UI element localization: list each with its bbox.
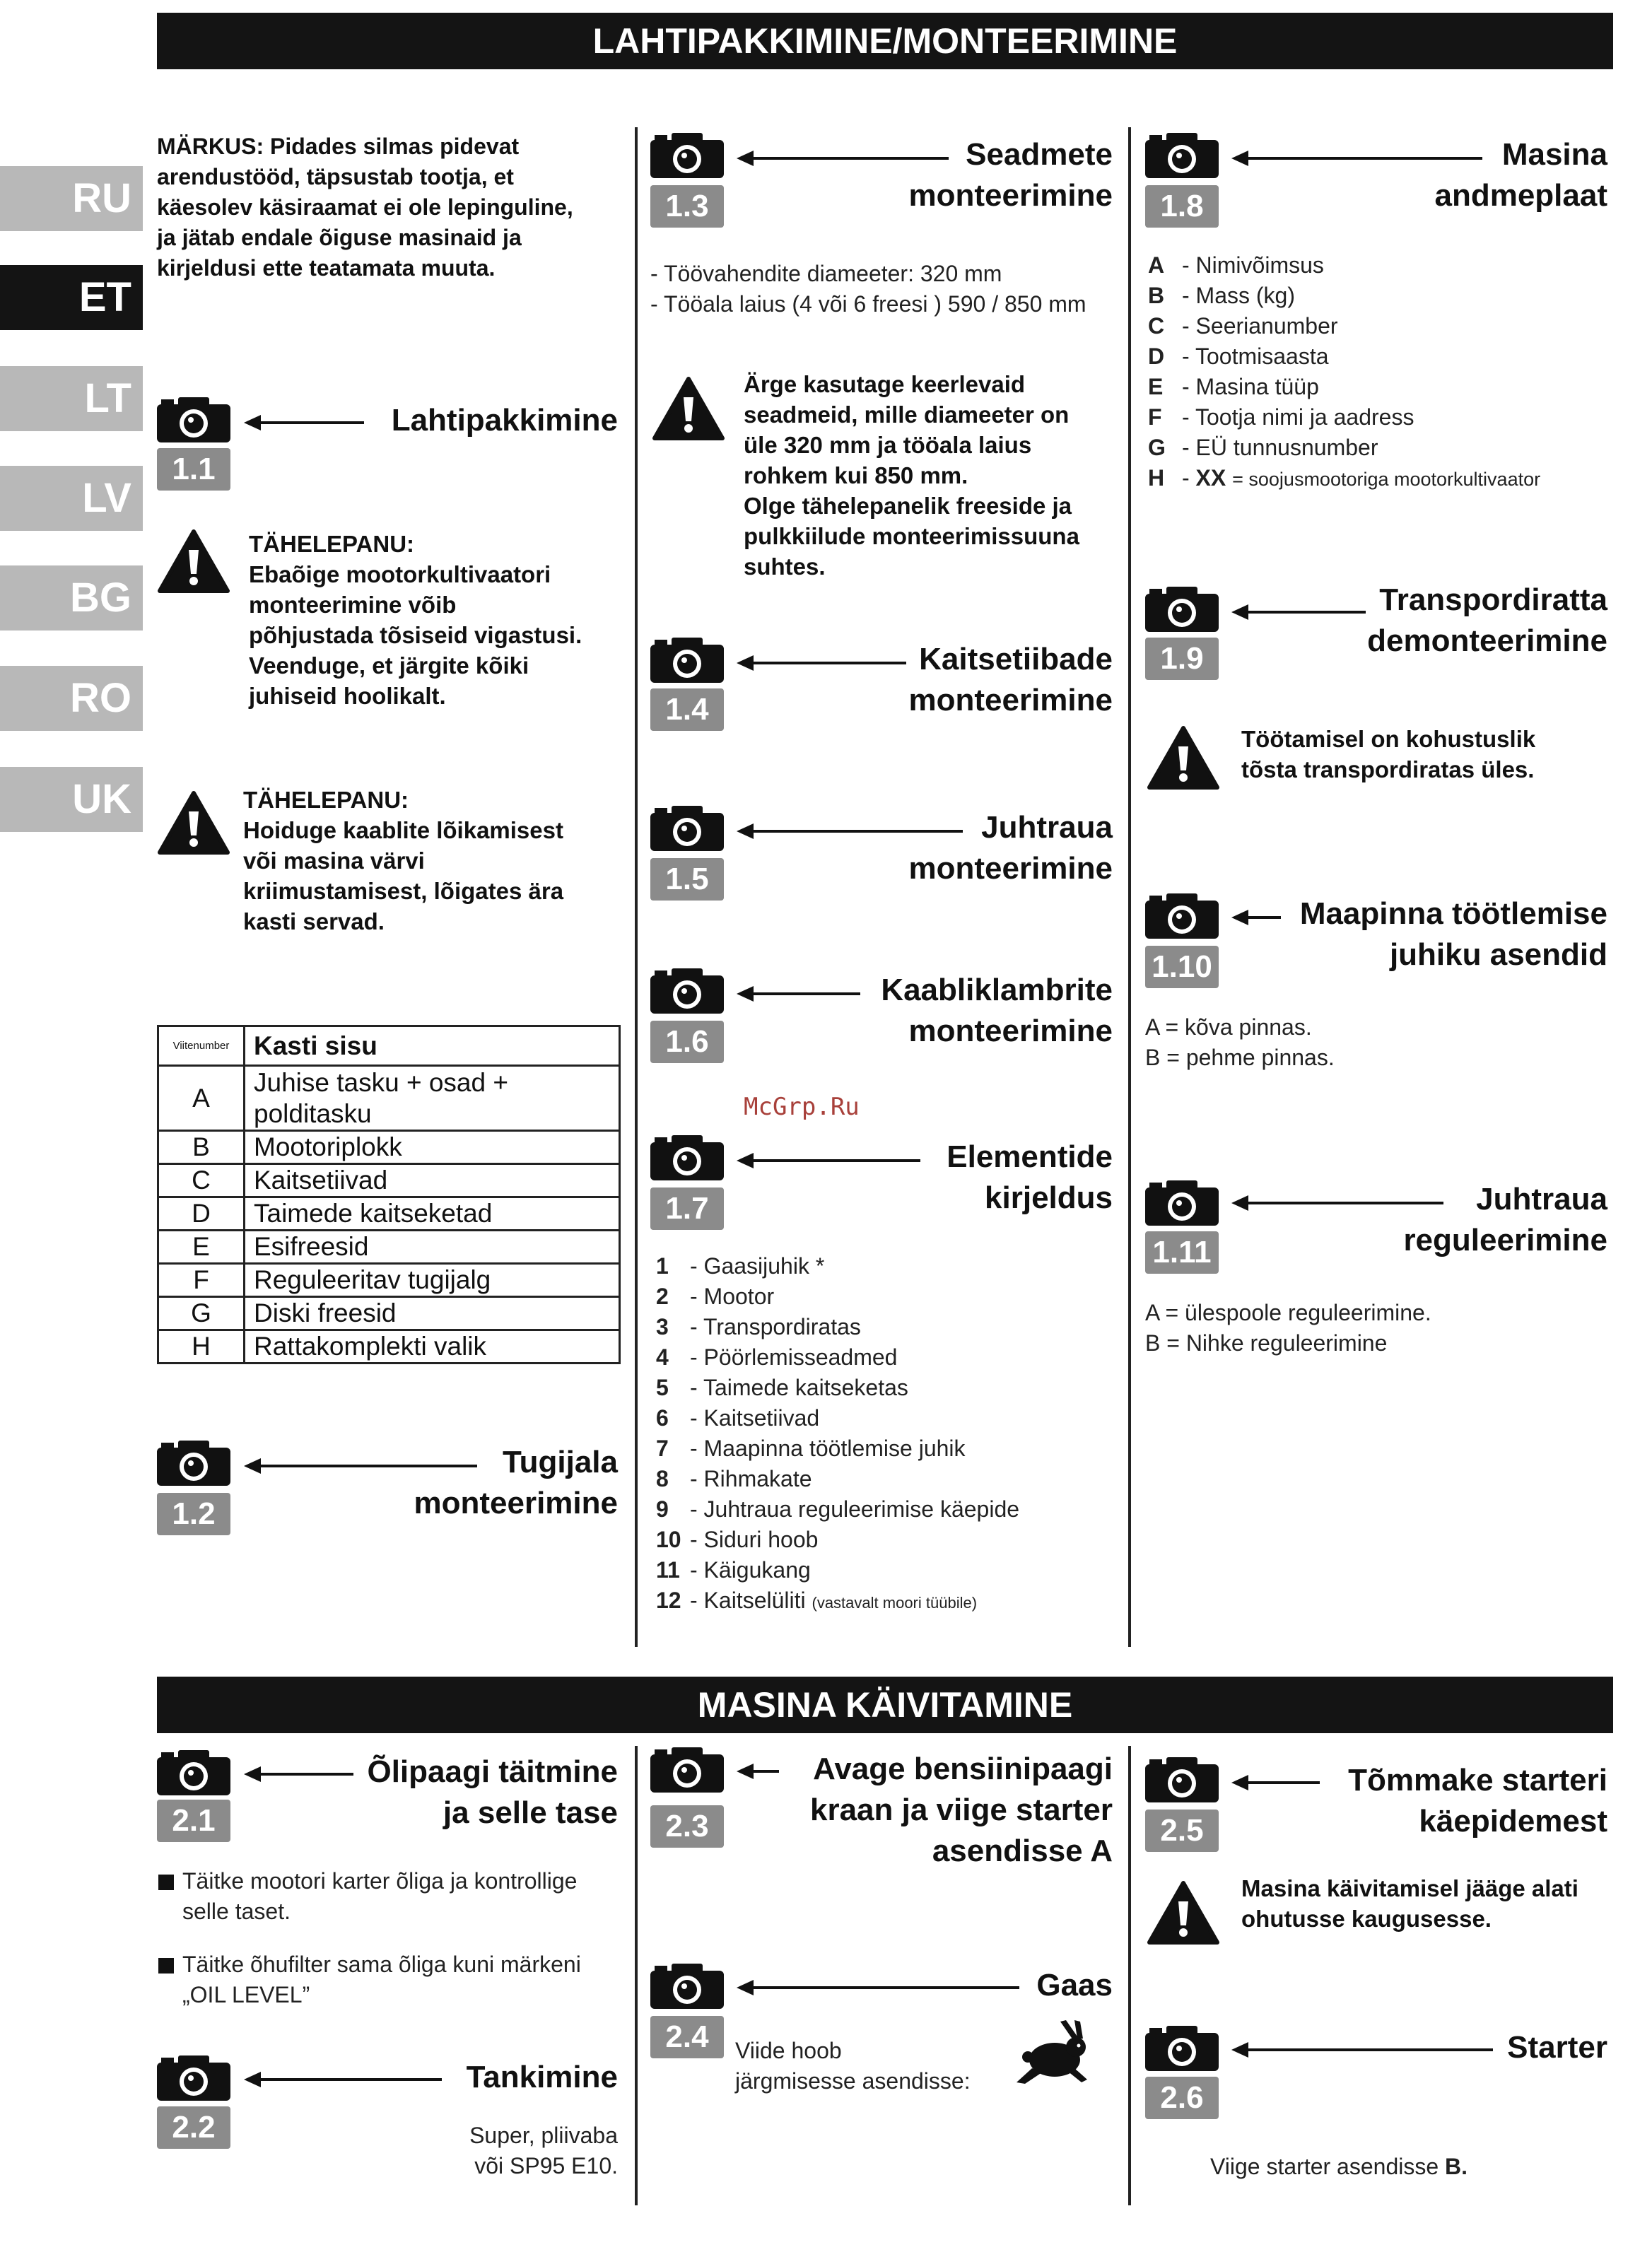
warning-icon <box>157 529 230 594</box>
lang-tab-ro[interactable]: RO <box>0 666 143 731</box>
section-header-unpacking: LAHTIPAKKIMINE/MONTEERIMINE <box>157 13 1613 69</box>
list-item: B - Mass (kg) <box>1148 283 1295 308</box>
table-row: G Diski freesid <box>158 1297 620 1330</box>
note-text: MÄRKUS: Pidades silmas pidevat arendustööd, täpsustab tootja, et käesolev käsiraamat ei ole lepinguline, ja jätab endale õiguse masinaid ja kirjeldusi ette teatamata muuta. <box>157 134 573 281</box>
table-row: F Reguleeritav tugijalg <box>158 1264 620 1297</box>
list-item: E - Masina tüüp <box>1148 374 1319 399</box>
warning-text-3: Ärge kasutage keerlevaid seadmeid, mille diameeter on üle 320 mm ja tööala laius rohkem kui 850 mm. Olge tähelepanelik freeside ja pulkkiilude monteerimissuuna suhtes. <box>744 371 1079 580</box>
list-item: 11 - Käigukang <box>656 1557 811 1583</box>
warning-text-5: Masina käivitamisel jääge alati ohutusse kaugusesse. <box>1241 1875 1578 1932</box>
table-row: B Mootoriplokk <box>158 1131 620 1164</box>
camera-icon <box>650 636 724 683</box>
figure-badge-2-4: 2.4 <box>650 2016 724 2058</box>
camera-icon <box>1145 2024 1219 2071</box>
bullet-square-icon <box>158 1875 174 1890</box>
table-header-ref: Viitenumber <box>158 1026 245 1066</box>
section-title-2-5: Tõmmake starteri käepidemest <box>1348 1763 1607 1838</box>
warning-icon <box>1147 725 1220 790</box>
figure-badge-1-4: 1.4 <box>650 688 724 731</box>
figure-badge-1-2: 1.2 <box>157 1493 230 1535</box>
lang-tab-uk[interactable]: UK <box>0 767 143 832</box>
section-title-2-4: Gaas <box>1036 1968 1113 2002</box>
warning-text-1: TÄHELEPANU: Ebaõige mootorkultivaatori monteerimine võib põhjustada tõsiseid vigastusi. Veenduge, et järgite kõiki juhiseid hoolikalt. <box>249 531 582 709</box>
figure-badge-2-5: 2.5 <box>1145 1810 1219 1852</box>
camera-icon <box>157 396 230 442</box>
bullet-square-icon <box>158 1958 174 1974</box>
list-item: 10 - Siduri hoob <box>656 1527 819 1552</box>
figure-badge-2-1: 2.1 <box>157 1800 230 1842</box>
camera-icon <box>1145 131 1219 178</box>
warning-text-2: TÄHELEPANU: Hoiduge kaablite lõikamisest või masina värvi kriimustamisest, lõigates ära kasti servad. <box>243 787 564 934</box>
arrow-left-icon <box>1231 2036 1493 2064</box>
spec-text: - Töövahendite diameeter: 320 mm - Tööala laius (4 või 6 freesi ) 590 / 850 mm <box>650 261 1086 317</box>
starter-position-text: Viige starter asendisse B. <box>1210 2154 1468 2179</box>
warning-text-4: Töötamisel on kohustuslik tõsta transpordiratas üles. <box>1241 726 1536 782</box>
section-title-1-7: Elementide kirjeldus <box>947 1139 1113 1215</box>
arrow-left-icon <box>244 2065 442 2094</box>
table-row: H Rattakomplekti valik <box>158 1330 620 1363</box>
guide-positions-text: A = kõva pinnas. B = pehme pinnas. <box>1145 1014 1335 1070</box>
column-divider <box>635 127 638 1647</box>
figure-badge-1-11: 1.11 <box>1145 1231 1219 1274</box>
lang-tab-lt[interactable]: LT <box>0 366 143 431</box>
list-item: 5 - Taimede kaitseketas <box>656 1375 908 1400</box>
camera-icon <box>157 1439 230 1486</box>
camera-icon <box>157 2054 230 2101</box>
table-row: A Juhise tasku + osad + polditasku <box>158 1066 620 1131</box>
section-title-1-1: Lahtipakkimine <box>391 403 618 438</box>
camera-icon <box>650 131 724 178</box>
section-title-1-9: Transpordiratta demonteerimine <box>1367 582 1607 658</box>
lang-tab-ru[interactable]: RU <box>0 166 143 231</box>
list-item: 12 - Kaitselüliti (vastavalt moori tüübile) <box>656 1588 978 1613</box>
camera-icon <box>1145 892 1219 939</box>
list-item: 4 - Pöörlemisseadmed <box>656 1344 898 1370</box>
handlebar-adjust-text: A = ülespoole reguleerimine. B = Nihke reguleerimine <box>1145 1300 1431 1356</box>
list-item: H - XX = soojusmootoriga mootorkultivaator <box>1148 465 1541 491</box>
arrow-left-icon <box>737 1974 1019 2002</box>
warning-icon <box>157 790 230 855</box>
list-item: F - Tootja nimi ja aadress <box>1148 404 1414 430</box>
list-item: 8 - Rihmakate <box>656 1466 812 1491</box>
table-row: E Esifreesid <box>158 1231 620 1264</box>
section-header-starting: MASINA KÄIVITAMINE <box>157 1677 1613 1733</box>
lang-tab-lv[interactable]: LV <box>0 466 143 531</box>
section-title-2-1: Õlipaagi täitmine ja selle tase <box>367 1754 618 1830</box>
camera-icon <box>650 804 724 851</box>
section-title-1-10: Maapinna töötlemise juhiku asendid <box>1299 896 1607 972</box>
arrow-left-icon <box>1231 1769 1320 1797</box>
watermark: McGrp.Ru <box>744 1093 860 1121</box>
list-item: 1 - Gaasijuhik * <box>656 1253 825 1279</box>
section-title-2-2: Tankimine <box>466 2060 618 2094</box>
list-item: 3 - Transpordiratas <box>656 1314 861 1339</box>
section-title-1-6: Kaabliklambrite monteerimine <box>881 973 1113 1048</box>
list-item: 2 - Mootor <box>656 1284 775 1309</box>
section-title-1-4: Kaitsetiibade monteerimine <box>908 642 1113 717</box>
figure-badge-1-1: 1.1 <box>157 448 230 491</box>
figure-badge-1-6: 1.6 <box>650 1021 724 1063</box>
warning-icon <box>652 376 725 441</box>
list-item: A - Nimivõimsus <box>1148 252 1324 278</box>
camera-icon <box>1145 585 1219 632</box>
warning-icon <box>1147 1880 1220 1945</box>
column-divider <box>635 1746 638 2205</box>
section-title-1-8: Masina andmeplaat <box>1434 137 1607 213</box>
figure-badge-1-9: 1.9 <box>1145 638 1219 680</box>
throttle-text: Viide hoob järgmisesse asendisse: <box>735 2038 971 2094</box>
arrow-left-icon <box>244 1760 353 1788</box>
camera-icon <box>157 1749 230 1795</box>
camera-icon <box>1145 1756 1219 1802</box>
camera-icon <box>1145 1179 1219 1226</box>
table-row: C Kaitsetiivad <box>158 1164 620 1197</box>
figure-badge-2-6: 2.6 <box>1145 2077 1219 2119</box>
camera-icon <box>650 1134 724 1180</box>
rabbit-icon <box>1011 2019 1096 2087</box>
fuel-type-text: Super, pliivaba või SP95 E10. <box>469 2123 618 2178</box>
camera-icon <box>650 1746 724 1793</box>
oil-instruction-2: Täitke õhufilter sama õliga kuni märkeni „OIL LEVEL” <box>182 1952 581 2007</box>
figure-badge-2-2: 2.2 <box>157 2106 230 2149</box>
column-divider <box>1128 1746 1131 2205</box>
list-item: G - EÜ tunnusnumber <box>1148 435 1378 460</box>
arrow-left-icon <box>737 1757 779 1785</box>
oil-instruction-1: Täitke mootori karter õliga ja kontrollige selle taset. <box>182 1868 578 1924</box>
list-item: 7 - Maapinna töötlemise juhik <box>656 1436 966 1461</box>
box-contents-table <box>157 1025 621 1364</box>
list-item: 6 - Kaitsetiivad <box>656 1405 820 1431</box>
list-item: D - Tootmisaasta <box>1148 344 1329 369</box>
figure-badge-1-3: 1.3 <box>650 185 724 228</box>
figure-badge-1-5: 1.5 <box>650 858 724 901</box>
arrow-left-icon <box>737 980 860 1008</box>
arrow-left-icon <box>244 409 364 437</box>
list-item: C - Seerianumber <box>1148 313 1338 339</box>
nameplate-list <box>1148 250 1540 495</box>
table-header-contents: Kasti sisu <box>245 1026 620 1066</box>
camera-icon <box>650 1962 724 2009</box>
figure-badge-2-3: 2.3 <box>650 1805 724 1848</box>
section-title-1-2: Tugijala monteerimine <box>414 1445 618 1520</box>
table-row: D Taimede kaitseketad <box>158 1197 620 1231</box>
lang-tab-bg[interactable]: BG <box>0 565 143 631</box>
section-title-1-11: Juhtraua reguleerimine <box>1403 1182 1607 1257</box>
list-item: 9 - Juhtraua reguleerimise käepide <box>656 1496 1020 1522</box>
section-title-1-3: Seadmete monteerimine <box>908 137 1113 213</box>
element-list <box>656 1251 1019 1618</box>
column-divider <box>1128 127 1131 1647</box>
figure-badge-1-7: 1.7 <box>650 1187 724 1230</box>
section-title-1-5: Juhtraua monteerimine <box>908 810 1113 886</box>
figure-badge-1-10: 1.10 <box>1145 946 1219 988</box>
section-title-2-3: Avage bensiinipaagi kraan ja viige starter asendisse A <box>809 1752 1113 1868</box>
section-title-2-6: Starter <box>1507 2030 1607 2065</box>
camera-icon <box>650 967 724 1014</box>
lang-tab-et[interactable]: ET <box>0 265 143 330</box>
figure-badge-1-8: 1.8 <box>1145 185 1219 228</box>
